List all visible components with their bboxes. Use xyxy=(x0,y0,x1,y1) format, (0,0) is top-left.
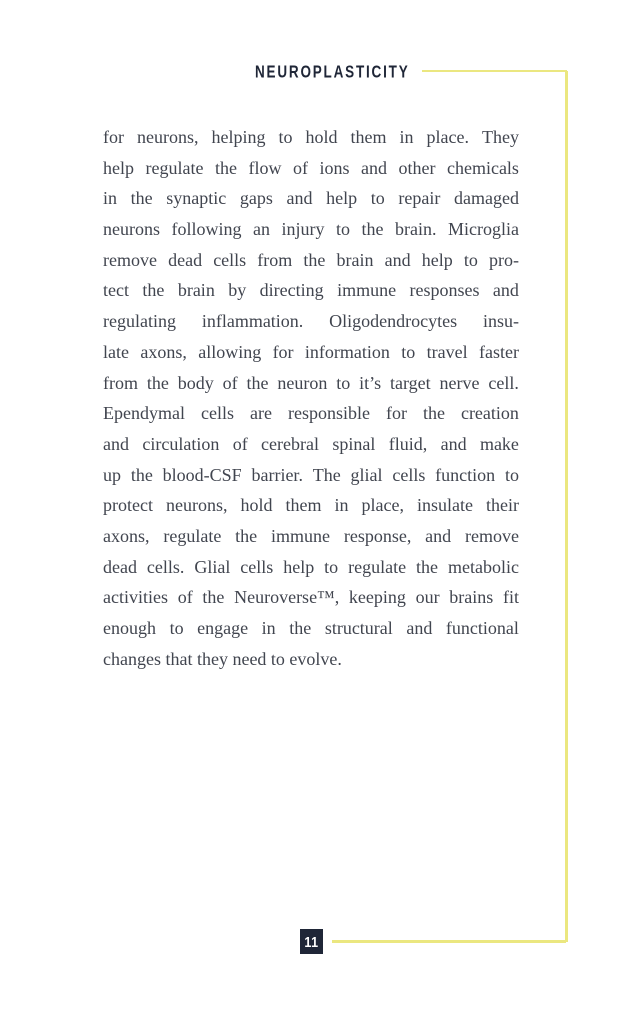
text-line: activities of the Neuroverse™, keeping our brains fit xyxy=(103,587,519,608)
text-line: changes that they need to evolve. xyxy=(103,648,342,669)
footer-rule-line xyxy=(332,940,566,943)
body-text xyxy=(103,122,519,674)
page-number-badge xyxy=(300,929,323,954)
page-number: 11 xyxy=(304,933,319,950)
text-line: in the synaptic gaps and help to repair damaged xyxy=(103,188,519,209)
text-line: late axons, allowing for information to travel faster xyxy=(103,341,519,362)
page-header xyxy=(255,62,567,80)
text-line: remove dead cells from the brain and help to pro- xyxy=(103,249,519,270)
right-border-rule xyxy=(565,71,568,942)
text-line: help regulate the flow of ions and other chemicals xyxy=(103,157,519,178)
text-line: Ependymal cells are responsible for the creation xyxy=(103,403,519,424)
text-line: dead cells. Glial cells help to regulate the metabolic xyxy=(103,556,519,577)
text-line: and circulation of cerebral spinal fluid, and make xyxy=(103,433,519,454)
text-line: axons, regulate the immune response, and remove xyxy=(103,525,519,546)
text-line: for neurons, helping to hold them in place. They xyxy=(103,127,519,147)
text-line: protect neurons, hold them in place, insulate their xyxy=(103,495,519,516)
text-line: enough to engage in the structural and functional xyxy=(103,618,519,638)
header-rule-line xyxy=(422,70,567,73)
text-line: regulating inflammation. Oligodendrocytes insu- xyxy=(103,311,519,332)
text-line: from the body of the neuron to it’s target nerve cell. xyxy=(103,372,519,393)
chapter-title: NEUROPLASTICITY xyxy=(255,61,410,81)
text-line: neurons following an injury to the brain. Microglia xyxy=(103,219,519,240)
text-line: up the blood-CSF barrier. The glial cells function to xyxy=(103,464,519,485)
text-line: tect the brain by directing immune responses and xyxy=(103,280,519,301)
